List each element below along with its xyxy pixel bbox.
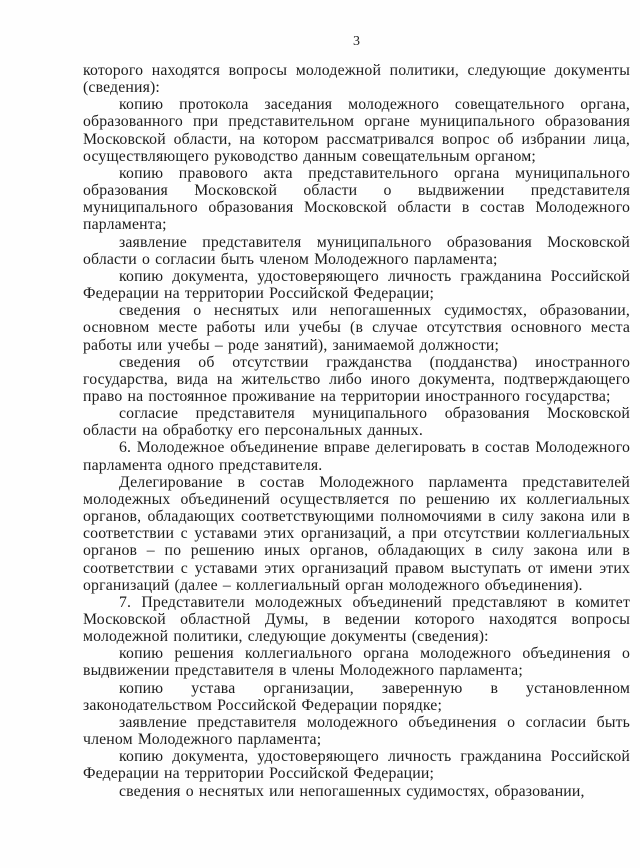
paragraph: копию устава организации, заверенную в установленном законодательством Российской Федерации порядке;: [83, 679, 630, 714]
paragraph: копию документа, удостоверяющего личность гражданина Российской Федерации на территории Российской Федерации;: [83, 267, 630, 303]
page-number: 3: [353, 34, 360, 49]
paragraph: 7. Представители молодежных объединений представляют в комитет Московской областной Думы, в ведении которого находятся вопросы молодежной политики, следующие документы (сведения):: [83, 593, 630, 646]
paragraph: сведения о неснятых или непогашенных судимостях, образовании, основном месте работы или учебы (в случае отсутствия основного места работы или учебы – роде занятий), занимаемой должности;: [83, 302, 630, 354]
paragraph: копию протокола заседания молодежного совещательного органа, образованного при представительном органе муниципального образования Московской области, на котором рассматривался вопрос об избрании лица, осуществляющего руководство данным совещательным органом;: [83, 96, 630, 165]
paragraph: которого находятся вопросы молодежной политики, следующие документы (сведения):: [83, 62, 630, 97]
paragraph: согласие представителя муниципального образования Московской области на обработку его персональных данных.: [83, 405, 630, 440]
paragraph: Делегирование в состав Молодежного парламента представителей молодежных объединений осуществляется по решению их коллегиальных органов, обладающих соответствующими полномочиями в силу закона или в соответствии с уставами этих организаций, а при отсутствии коллегиальных органов – по решению иных органов, обладающих в силу закона или в соответствии с уставами этих организаций правом выступать от имени этих организаций (далее – коллегиальный орган молодежного объединения).: [83, 473, 630, 594]
paragraph: заявление представителя молодежного объединения о согласии быть членом Молодежного парламента;: [83, 713, 630, 749]
paragraph: сведения о неснятых или непогашенных судимостях, образовании,: [119, 782, 585, 800]
paragraph: заявление представителя муниципального образования Московской области о согласии быть членом Молодежного парламента;: [83, 233, 630, 268]
paragraph: 6. Молодежное объединение вправе делегировать в состав Молодежного парламента одного представителя.: [83, 439, 630, 474]
paragraph: копию документа, удостоверяющего личность гражданина Российской Федерации на территории Российской Федерации;: [83, 748, 630, 783]
paragraph: сведения об отсутствии гражданства (подданства) иностранного государства, вида на жительство либо иного документа, подтверждающего право на постоянное проживание на территории иностранного государства;: [83, 353, 630, 405]
document-body: [83, 62, 630, 800]
paragraph: копию правового акта представительного органа муниципального образования Московской области о выдвижении представителя муниципального образования Московской области в состав Молодежного парламента;: [83, 164, 630, 234]
paragraph: копию решения коллегиального органа молодежного объединения о выдвижении представителя в члены Молодежного парламента;: [83, 645, 630, 680]
